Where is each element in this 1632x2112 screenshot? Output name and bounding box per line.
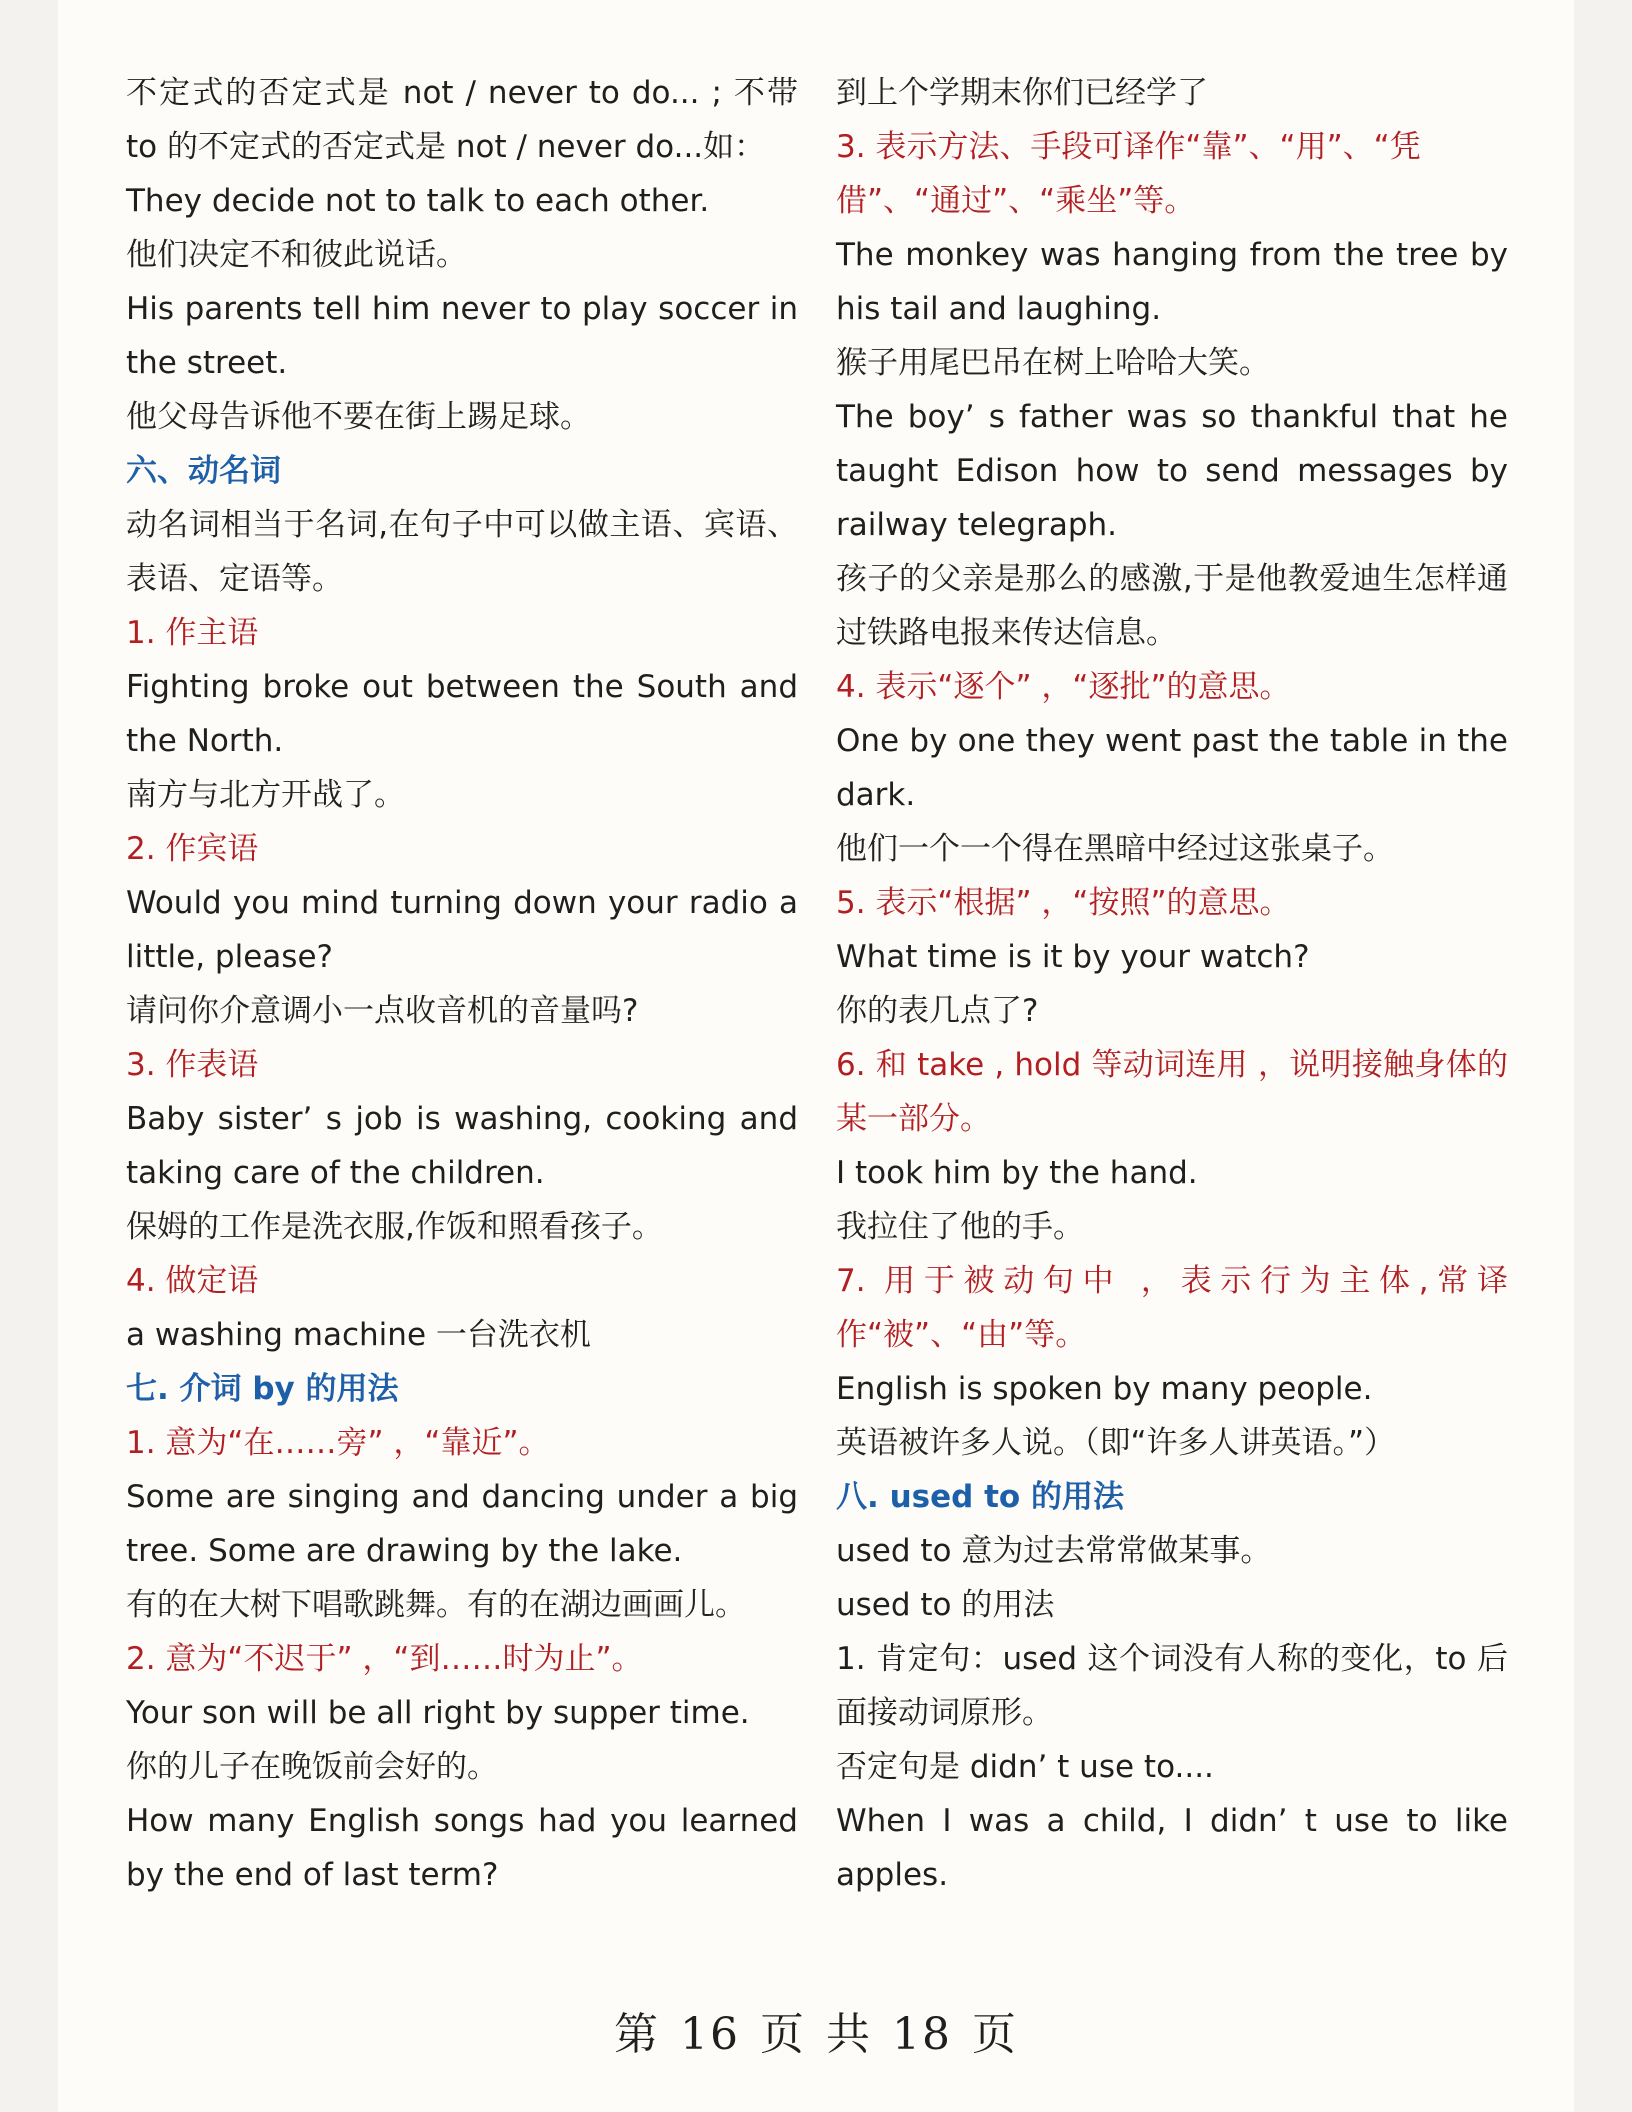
subheading: 1. 作主语 [126,615,259,651]
example-en: Your son will be all right by supper time. [126,1695,750,1731]
section-heading: 八. used to 的用法 [836,1479,1125,1515]
example-zh: 英语被许多人说。（即“许多人讲英语。”） [836,1425,1396,1461]
subheading: 3. 表示方法、手段可译作“靠”、“用”、“凭借”、“通过”、“乘坐”等。 [836,129,1421,219]
example-zh: 他们决定不和彼此说话。 [126,237,467,273]
subheading: 6. 和 take , hold 等动词连用 ，说明接触身体的某一部分。 [836,1047,1508,1137]
example-zh: 你的表几点了? [836,993,1039,1029]
example-en: Fighting broke out between the South and the North. [126,669,798,759]
example-en: Baby sister’ s job is washing, cooking and taking care of the children. [126,1101,798,1191]
example-zh: 有的在大树下唱歌跳舞。有的在湖边画画儿。 [126,1587,746,1623]
footer-text: 页 [972,2009,1018,2060]
section-heading: 七. 介词 by 的用法 [126,1371,399,1407]
subheading: 3. 作表语 [126,1047,259,1083]
example-en: Some are singing and dancing under a big tree. Some are drawing by the lake. [126,1479,798,1569]
example-zh: 到上个学期末你们已经学了 [836,75,1208,111]
section-heading: 六、动名词 [126,453,281,489]
text-line: used to 意为过去常常做某事。 [836,1533,1272,1569]
subheading: 2. 意为“不迟于” ，“到……时为止”。 [126,1641,643,1677]
example-zh: 他父母告诉他不要在街上踢足球。 [126,399,591,435]
example-en: The monkey was hanging from the tree by his tail and laughing. [836,237,1508,327]
page-number-footer [0,1998,1632,2062]
text-line: 否定句是 didn’ t use to.... [836,1749,1214,1785]
example-zh: 你的儿子在晚饭前会好的。 [126,1749,498,1785]
example-en: His parents tell him never to play soccer in the street. [126,291,798,381]
subheading: 4. 表示“逐个” ，“逐批”的意思。 [836,669,1291,705]
example-en: I took him by the hand. [836,1155,1198,1191]
total-pages-number: 18 [892,2009,952,2060]
left-column [126,66,798,1902]
subheading: 4. 做定语 [126,1263,259,1299]
current-page-number: 16 [680,2009,740,2060]
example-zh: 南方与北方开战了。 [126,777,405,813]
example-zh: 我拉住了他的手。 [836,1209,1084,1245]
example-zh: 请问你介意调小一点收音机的音量吗? [126,993,639,1029]
text-line: used to 的用法 [836,1587,1055,1623]
example-en: How many English songs had you learned by the end of last term? [126,1803,798,1893]
example-en: a washing machine 一台洗衣机 [126,1317,591,1353]
text-line: 不定式的否定式是 not / never to do... ; 不带 to 的不定式的否定式是 not / never do...如： [126,75,798,165]
text-line: 1. 肯定句：used 这个词没有人称的变化，to 后面接动词原形。 [836,1641,1508,1731]
example-en: When I was a child, I didn’ t use to like apples. [836,1803,1508,1893]
subheading: 1. 意为“在……旁” ，“靠近”。 [126,1425,550,1461]
right-column [836,66,1508,1902]
example-en: English is spoken by many people. [836,1371,1373,1407]
example-en: Would you mind turning down your radio a little, please? [126,885,798,975]
footer-text: 第 [614,2009,660,2060]
footer-text: 共 [826,2009,872,2060]
example-en: They decide not to talk to each other. [126,183,710,219]
subheading: 5. 表示“根据” ，“按照”的意思。 [836,885,1291,921]
footer-text: 页 [760,2009,806,2060]
text-line: 动名词相当于名词,在句子中可以做主语、宾语、表语、定语等。 [126,507,798,597]
example-en: What time is it by your watch? [836,939,1310,975]
example-en: The boy’ s father was so thankful that he taught Edison how to send messages by railway telegraph. [836,399,1508,543]
example-zh: 猴子用尾巴吊在树上哈哈大笑。 [836,345,1270,381]
subheading: 7. 用于被动句中 ，表示行为主体,常译作“被”、“由”等。 [836,1263,1508,1353]
example-en: One by one they went past the table in the dark. [836,723,1508,813]
example-zh: 孩子的父亲是那么的感激,于是他教爱迪生怎样通过铁路电报来传达信息。 [836,561,1508,651]
subheading: 2. 作宾语 [126,831,259,867]
example-zh: 他们一个一个得在黑暗中经过这张桌子。 [836,831,1394,867]
example-zh: 保姆的工作是洗衣服,作饭和照看孩子。 [126,1209,663,1245]
